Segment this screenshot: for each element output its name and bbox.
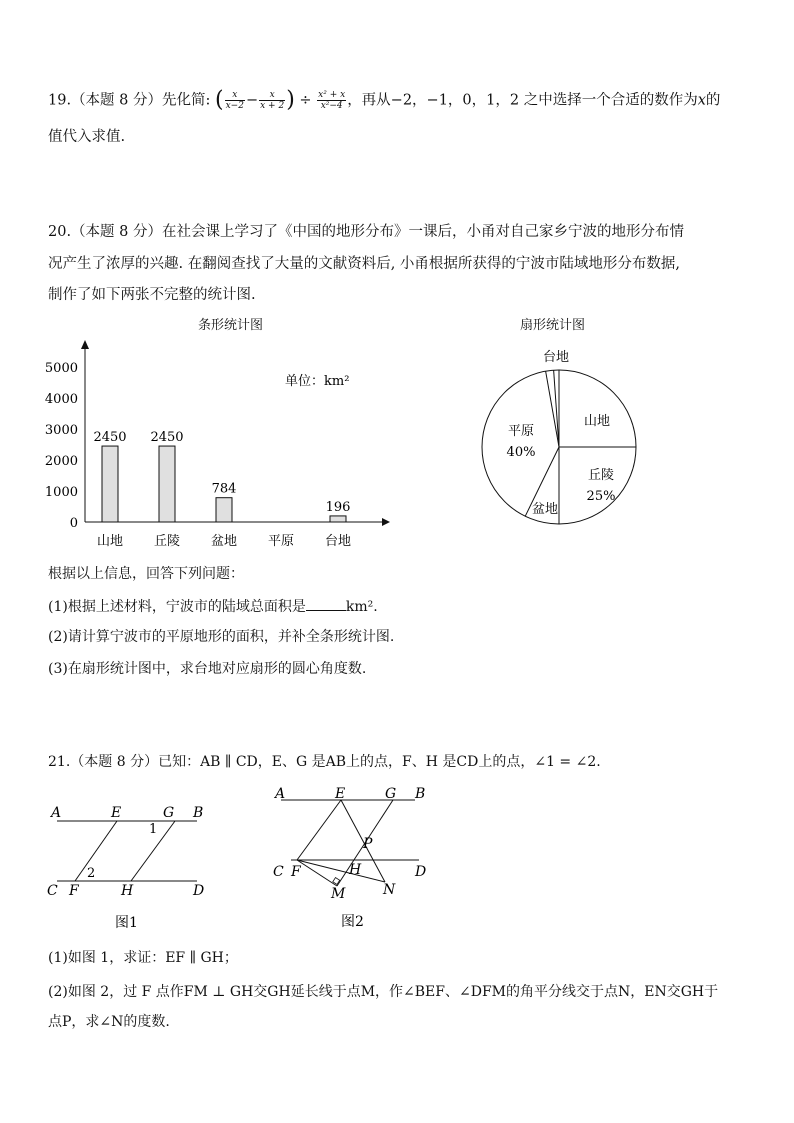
pie-chart-title: 扇形统计图 [520,318,586,333]
label-h: H [349,862,362,878]
q21-sub2-line1: (2)如图 2，过 F 点作FM ⊥ GH交GH延长线于点M，作∠BEF、∠DFM的角平分线交于点N，EN交GH于 [48,984,719,1000]
category-label: 丘陵 [153,534,181,549]
q19-line2: 值代入求值. [48,129,126,145]
q20-sub1 [48,596,378,617]
label-b: B [415,786,426,802]
unit-label: 单位：km² [285,374,350,389]
answer-blank [306,596,346,611]
q19-tail: 的 [705,92,721,109]
slice-percent: 25% [586,489,616,504]
q21-line1: 21.（本题 8 分）已知：AB ∥ CD，E、G 是AB上的点，F、H 是CD上的点，∠1 = ∠2. [48,754,601,770]
bar [216,498,232,522]
q21-sub2-line2: 点P，求∠N的度数. [48,1014,170,1030]
left-paren: ( [215,87,224,113]
label-m: M [331,886,346,902]
category-label: 平原 [267,534,295,549]
slice-label: 丘陵 [587,468,615,483]
figure-1 [45,795,225,945]
q20-sub1-unit: km². [345,599,378,615]
bar [330,516,346,522]
q19-line1 [48,87,721,113]
fraction-1: $\frac{x}{x-2}$ [225,90,244,111]
label-e: E [111,805,122,821]
slice-label: 台地 [542,350,570,365]
label-angle-2: 2 [87,866,96,881]
figure-1-caption: 图1 [115,915,138,931]
label-b: B [193,805,204,821]
segment-ef [297,800,341,860]
bar-chart-title: 条形统计图 [198,318,264,333]
label-g: G [385,786,397,802]
divide-sign: ÷ [299,92,312,109]
slice-label: 山地 [583,414,611,429]
fraction-3: $\frac{\text{x² + x}}{\text{x²−4}}$ [318,90,346,111]
q21-sub1: (1)如图 1，求证：EF ∥ GH； [48,950,238,966]
q20-sub3: (3)在扇形统计图中，求台地对应扇形的圆心角度数. [48,661,367,677]
bar [159,446,175,522]
category-label: 盆地 [210,534,238,549]
label-h: H [121,883,134,899]
label-n: N [383,882,396,898]
q20-line3: 制作了如下两张不完整的统计图. [48,287,256,303]
minus-sign: − [245,92,259,109]
data-label: 196 [325,499,351,515]
label-d: D [415,864,427,880]
segment-fn [297,860,385,882]
category-label: 山地 [96,534,124,549]
y-axis-arrow [81,340,89,349]
bar-chart [30,335,390,555]
label-angle-1: 1 [149,822,158,837]
category-label: 台地 [324,534,352,549]
label-e: E [335,786,346,802]
right-paren: ) [286,87,295,113]
figure-2-caption: 图2 [341,914,364,930]
y-tick-label: 3000 [44,423,78,438]
segment-ef [75,821,117,881]
y-tick-label: 5000 [44,361,78,376]
y-tick-label: 1000 [44,485,78,500]
pie-chart [470,335,670,535]
q20-line1: 20.（本题 8 分）在社会课上学习了《中国的地形分布》一课后，小甬对自己家乡宁波的地形分布情 [48,224,684,240]
data-label: 2450 [150,430,184,446]
label-f: F [291,864,301,880]
bar [102,446,118,522]
x-axis-arrow [382,518,390,526]
label-a: A [275,786,286,802]
segment-fm [297,860,337,886]
q19-rest: ，再从−2，−1，0，1，2 之中选择一个合适的数作为 [347,92,698,109]
q19-number: 19. [48,92,72,109]
q19-score: （本题 8 分） [71,92,163,109]
label-d: D [193,883,205,899]
q20-sub2: (2)请计算宁波市的平原地形的面积，并补全条形统计图. [48,629,395,645]
data-label: 784 [211,481,237,497]
q19-var: x [697,92,706,109]
label-p: P [363,836,373,852]
y-tick-label: 2000 [44,454,78,469]
label-a: A [51,805,62,821]
data-label: 2450 [93,430,127,446]
y-tick-label: 4000 [44,392,78,407]
label-c: C [273,864,284,880]
label-f: F [69,883,79,899]
slice-label: 盆地 [531,502,559,517]
label-g: G [163,805,175,821]
q19-prompt: 先化简: [162,92,211,109]
slice-label: 平原 [507,424,535,439]
q20-intro: 根据以上信息，回答下列问题： [48,566,244,582]
y-tick-label: 0 [69,516,78,531]
figure-2 [265,782,445,932]
q20-line2: 况产生了浓厚的兴趣. 在翻阅查找了大量的文献资料后, 小甬根据所获得的宁波市陆域地形分布数据, [48,256,681,272]
label-c: C [47,883,58,899]
slice-percent: 40% [506,445,536,460]
fraction-2: $\frac{x}{x + 2}$ [260,90,285,111]
q20-sub1-text: (1)根据上述材料，宁波市的陆域总面积是 [48,599,306,615]
